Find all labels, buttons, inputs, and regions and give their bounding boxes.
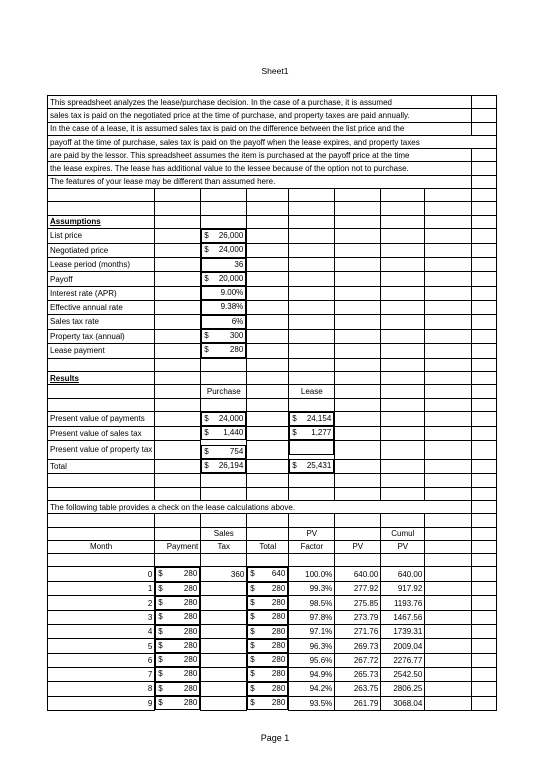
assumption-row: Lease period (months) 36 xyxy=(48,258,497,272)
intro-line: This spreadsheet analyzes the lease/purchase decision. In the case of a purchase, it is assumed xyxy=(48,96,497,109)
spreadsheet-grid: This spreadsheet analyzes the lease/purchase decision. In the case of a purchase, it is assumed sales tax is paid on the negotiated price at the time of purchase, and property taxes are paid annually. In the case of a lease, it is assumed sales tax is paid on the difference between the list price and the payoff at the time of purchase, sales tax is paid on the payoff when the lease expires, and property taxes are paid by the lessor. This spreadsheet assumes the item is purchased at the payoff price at the time the lease expires. The lease has additional value to the lessee because of the option not to purchase. The features of your lease may be different than assumed here. Assumptions List price $ 26,000 Negotiated price $ 24,000 Lease period (months) 36 Payoff $ 20,000 Interest rate (APR) 9.00% Effective annual rate 9.38% Sales tax rate 6% Property tax (annual) $ 300 Lease payment $ 280 Results Purchase Lease Present value of payments $ 24,000 $ 24,154 Present value of sales tax $ 1,440 $ 1,277 Present value of property tax $ 754 Total $ 26,194 $ 25,431 The following table provides a check on the lease calculations above. Sales PV Cumul Month Payment Tax Total Factor PV PV 0 $ 280 360 $ 640 100.0% 640.00 640.00 1 $ 280 $ 280 99.3% 277.92 917.92 2 $ 280 $ 280 98.5% 275.85 1193.76 3 $ 280 $ 280 97.8% 273.79 1467.56 4 $ 280 $ 280 97.1% 271.76 1739.31 5 $ 280 $ 280 96.3% 269.73 2009.04 6 $ 280 $ 280 95.6% 267.72 2276.77 7 $ 280 $ 280 94.9% 265.73 2542.50 8 $ 280 $ 280 94.2% 263.75 2806.25 9 $ 280 $ 280 93.5% 261.79 3068.04 xyxy=(47,95,497,711)
check-row: 8 $ 280 $ 280 94.2% 263.75 2806.25 xyxy=(48,682,497,696)
page-footer: Page 1 xyxy=(260,733,290,743)
check-row: 6 $ 280 $ 280 95.6% 267.72 2276.77 xyxy=(48,653,497,667)
check-table-caption: The following table provides a check on the lease calculations above. xyxy=(48,500,472,513)
result-row: Present value of property tax $ 754 xyxy=(48,440,497,459)
check-row: 5 $ 280 $ 280 96.3% 269.73 2009.04 xyxy=(48,639,497,653)
assumption-row: Lease payment $ 280 xyxy=(48,343,497,358)
results-heading: Results xyxy=(48,371,155,384)
check-row: 9 $ 280 $ 280 93.5% 261.79 3068.04 xyxy=(48,696,497,710)
assumption-row: Sales tax rate 6% xyxy=(48,315,497,329)
purchase-header: Purchase xyxy=(201,385,247,398)
lease-header: Lease xyxy=(289,385,335,398)
check-row: 4 $ 280 $ 280 97.1% 271.76 1739.31 xyxy=(48,625,497,639)
intro-line: are paid by the lessor. This spreadsheet assumes the item is purchased at the payoff price at the time xyxy=(48,149,497,162)
assumption-row: List price $ 26,000 xyxy=(48,228,497,243)
result-row: Present value of payments $ 24,000 $ 24,154 xyxy=(48,411,497,426)
check-row: 1 $ 280 $ 280 99.3% 277.92 917.92 xyxy=(48,582,497,596)
assumption-row: Property tax (annual) $ 300 xyxy=(48,329,497,343)
intro-line: the lease expires. The lease has additional value to the lessee because of the option not to purchase. xyxy=(48,162,497,175)
assumptions-heading: Assumptions xyxy=(48,215,155,228)
intro-line: payoff at the time of purchase, sales tax is paid on the payoff when the lease expires, and property taxes xyxy=(48,135,497,148)
assumption-row: Interest rate (APR) 9.00% xyxy=(48,286,497,300)
check-row: 7 $ 280 $ 280 94.9% 265.73 2542.50 xyxy=(48,667,497,681)
assumption-row: Payoff $ 20,000 xyxy=(48,272,497,286)
intro-line: sales tax is paid on the negotiated price at the time of purchase, and property taxes are paid annually. xyxy=(48,109,497,122)
result-row: Present value of sales tax $ 1,440 $ 1,277 xyxy=(48,426,497,440)
assumption-row: Effective annual rate 9.38% xyxy=(48,300,497,314)
assumption-row: Negotiated price $ 24,000 xyxy=(48,243,497,257)
check-row: 2 $ 280 $ 280 98.5% 275.85 1193.76 xyxy=(48,596,497,610)
check-row: 0 $ 280 360 $ 640 100.0% 640.00 640.00 xyxy=(48,567,497,582)
sheet-title: Sheet1 xyxy=(261,66,289,76)
intro-line: The features of your lease may be different than assumed here. xyxy=(48,175,497,188)
intro-line: In the case of a lease, it is assumed sales tax is paid on the difference between the list price and the xyxy=(48,122,497,135)
check-row: 3 $ 280 $ 280 97.8% 273.79 1467.56 xyxy=(48,610,497,624)
result-row: Total $ 26,194 $ 25,431 xyxy=(48,459,497,474)
